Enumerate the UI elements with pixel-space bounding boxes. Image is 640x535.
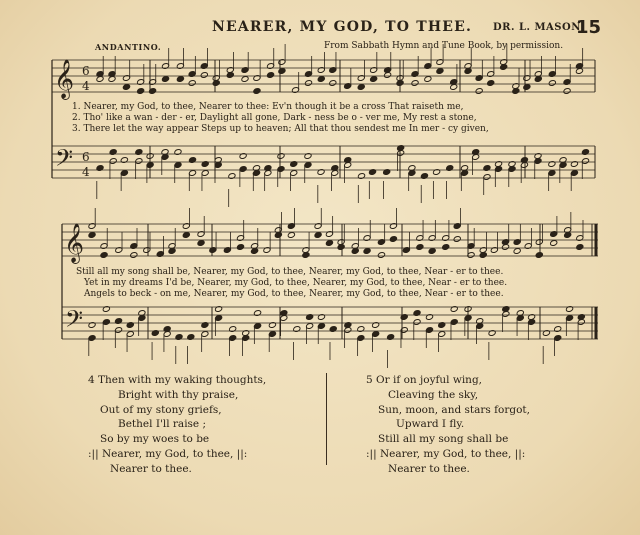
verse-line: 4 Then with my waking thoughts, xyxy=(88,374,267,386)
note-head xyxy=(188,80,196,87)
time-signature-top: 6 xyxy=(82,150,90,164)
note-head xyxy=(377,252,385,259)
verse-line: Sun, moon, and stars forgot, xyxy=(378,403,530,416)
note-head xyxy=(487,80,495,87)
verse-line: Cleaving the sky, xyxy=(388,388,479,401)
note-head xyxy=(550,240,558,247)
note-head xyxy=(197,240,205,247)
note-head xyxy=(442,244,450,251)
page-number: 15 xyxy=(576,17,602,38)
note-head xyxy=(161,76,169,83)
verse-divider xyxy=(326,373,327,465)
verse-line: Upward I fly. xyxy=(396,418,465,431)
note-head xyxy=(453,236,461,243)
note-head xyxy=(428,248,436,255)
note-head xyxy=(436,68,444,75)
source-credit: From Sabbath Hymn and Tune Book, by permission. xyxy=(324,41,564,51)
note-head xyxy=(267,72,275,79)
note-head xyxy=(130,252,138,259)
verse-line: Bethel I'll raise ; xyxy=(118,418,207,431)
note-head xyxy=(122,84,130,91)
verse-line: Nearer to thee. xyxy=(388,462,470,475)
lyric-line-verse2-refrain: Yet in my dreams I'd be, Nearer, my God, to thee, Nearer, my God, to thee, Near - er to thee. xyxy=(84,278,508,288)
verse-line: 5 Or if on joyful wing, xyxy=(366,374,483,386)
note-head xyxy=(563,88,571,95)
note-head xyxy=(523,84,531,91)
time-signature-bottom: 4 xyxy=(82,165,90,179)
time-signature-bottom: 4 xyxy=(82,79,90,93)
treble-clef: 𝄞 xyxy=(64,223,85,263)
verse-line: Still all my song shall be xyxy=(378,433,509,446)
note-head xyxy=(513,248,521,255)
note-head xyxy=(329,80,337,87)
composer-credit: DR. L. MASON xyxy=(493,22,581,33)
verse-5 xyxy=(366,373,530,477)
note-head xyxy=(137,88,145,95)
verse-line: Out of my stony griefs, xyxy=(100,403,222,416)
lyric-line-verse1: 1. Nearer, my God, to thee, Nearer to thee: Ev'n though it be a cross That raiseth me, xyxy=(72,102,464,112)
treble-clef: 𝄞 xyxy=(54,59,75,99)
note-head xyxy=(287,232,295,239)
note-head xyxy=(100,252,108,259)
note-head xyxy=(548,80,556,87)
hymn-title: NEARER, MY GOD, TO THEE. xyxy=(212,19,473,35)
note-head xyxy=(411,80,419,87)
bass-clef: 𝄢 xyxy=(65,305,84,338)
note-head xyxy=(314,232,322,239)
verse-line: :|| Nearer, my God, to thee, ||: xyxy=(88,447,248,460)
verse-line: :|| Nearer, my God, to thee, ||: xyxy=(366,447,526,460)
note-head xyxy=(253,88,261,95)
note-head xyxy=(304,80,312,87)
tempo-marking: ANDANTINO. xyxy=(95,42,162,52)
note-head xyxy=(176,76,184,83)
verse-line: Nearer to thee. xyxy=(110,462,192,475)
lyric-line-verse1-refrain: Still all my song shall be, Nearer, my God, to thee, Nearer, my God, to thee, Near - er to thee. xyxy=(76,267,504,277)
lyric-line-verse3: 3. There let the way appear Steps up to heaven; All that thou sendest me In mer - cy given, xyxy=(72,124,489,134)
note-head xyxy=(325,240,333,247)
note-head xyxy=(317,76,325,83)
note-head xyxy=(424,76,432,83)
note-head xyxy=(200,72,208,79)
verse-line: Bright with thy praise, xyxy=(118,388,239,401)
note-head xyxy=(88,232,96,239)
note-head xyxy=(370,76,378,83)
note-head xyxy=(576,244,584,251)
note-head xyxy=(241,76,249,83)
note-head xyxy=(389,236,397,243)
note-head xyxy=(416,244,424,251)
note-head xyxy=(475,88,483,95)
verse-line: So by my woes to be xyxy=(100,433,210,446)
lyric-line-verse3-refrain: Angels to beck - on me, Nearer, my God, to thee, Nearer, my God, to thee, Near - er to thee. xyxy=(84,289,504,299)
note-head xyxy=(182,232,190,239)
note-head xyxy=(363,248,371,255)
lyric-line-verse2: 2. Tho' like a wan - der - er, Daylight all gone, Dark - ness be o - ver me, My rest a stone, xyxy=(72,113,477,123)
note-head xyxy=(357,84,365,91)
bass-clef: 𝄢 xyxy=(55,144,74,177)
note-head xyxy=(236,244,244,251)
time-signature-top: 6 xyxy=(82,64,90,78)
verse-4 xyxy=(88,373,266,477)
note-head xyxy=(278,68,286,75)
note-head xyxy=(535,252,543,259)
